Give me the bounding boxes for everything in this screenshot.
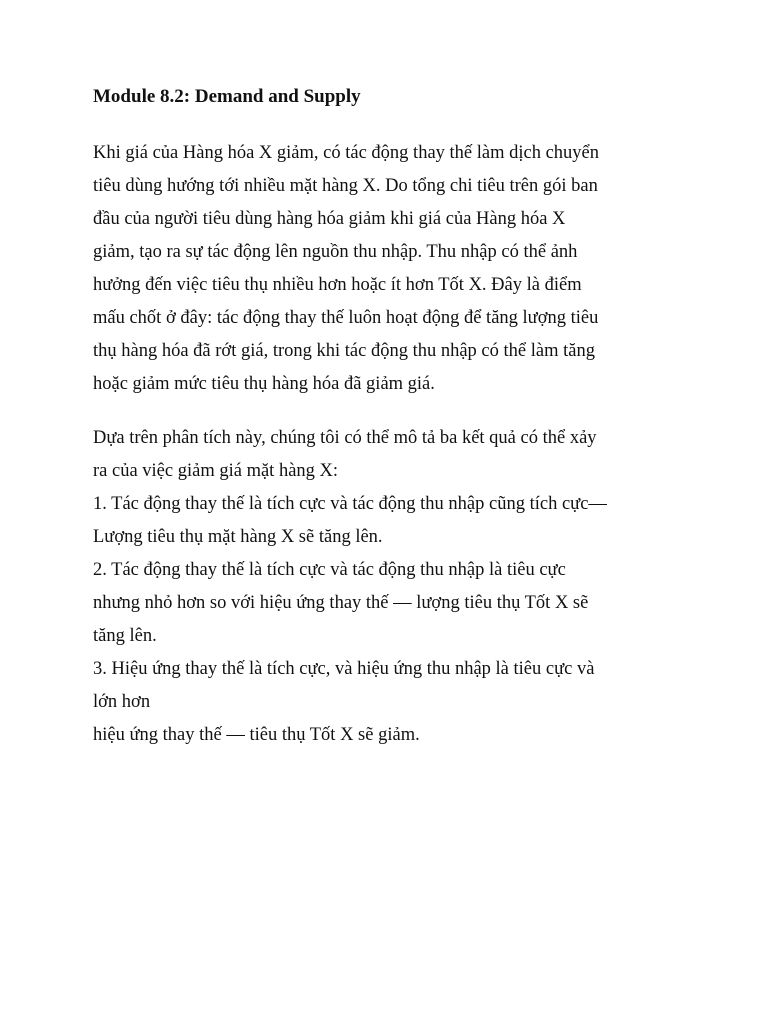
text-line: ra của việc giảm giá mặt hàng X: — [93, 461, 339, 481]
text-line: thụ hàng hóa đã rớt giá, trong khi tác động thu nhập có thể làm tăng — [93, 341, 595, 361]
text-line: giảm, tạo ra sự tác động lên nguồn thu nhập. Thu nhập có thể ảnh — [93, 242, 578, 262]
text-line: Lượng tiêu thụ mặt hàng X sẽ tăng lên. — [93, 527, 383, 547]
text-line: đầu của người tiêu dùng hàng hóa giảm khi giá của Hàng hóa X — [93, 209, 566, 229]
text-line: mấu chốt ở đây: tác động thay thế luôn hoạt động để tăng lượng tiêu — [93, 308, 599, 328]
text-line: hưởng đến việc tiêu thụ nhiều hơn hoặc ít hơn Tốt X. Đây là điểm — [93, 275, 582, 295]
list-item-2: 2. Tác động thay thế là tích cực và tác động thu nhập là tiêu cực — [93, 560, 566, 580]
text-line: Dựa trên phân tích này, chúng tôi có thể mô tả ba kết quả có thể xảy — [93, 428, 597, 448]
list-item-1: 1. Tác động thay thế là tích cực và tác động thu nhập cũng tích cực— — [93, 494, 607, 514]
page-title: Module 8.2: Demand and Supply — [93, 86, 361, 107]
text-line: hoặc giảm mức tiêu thụ hàng hóa đã giảm giá. — [93, 374, 435, 394]
text-line: tiêu dùng hướng tới nhiều mặt hàng X. Do tổng chi tiêu trên gói ban — [93, 176, 598, 196]
list-item-3: 3. Hiệu ứng thay thế là tích cực, và hiệu ứng thu nhập là tiêu cực và — [93, 659, 595, 679]
text-line: lớn hơn — [93, 692, 151, 712]
text-line: tăng lên. — [93, 626, 157, 646]
text-line: Khi giá của Hàng hóa X giảm, có tác động thay thế làm dịch chuyển — [93, 143, 600, 163]
text-line: hiệu ứng thay thế — tiêu thụ Tốt X sẽ giảm. — [93, 725, 420, 745]
text-line: nhưng nhỏ hơn so với hiệu ứng thay thế — lượng tiêu thụ Tốt X sẽ — [93, 593, 589, 613]
